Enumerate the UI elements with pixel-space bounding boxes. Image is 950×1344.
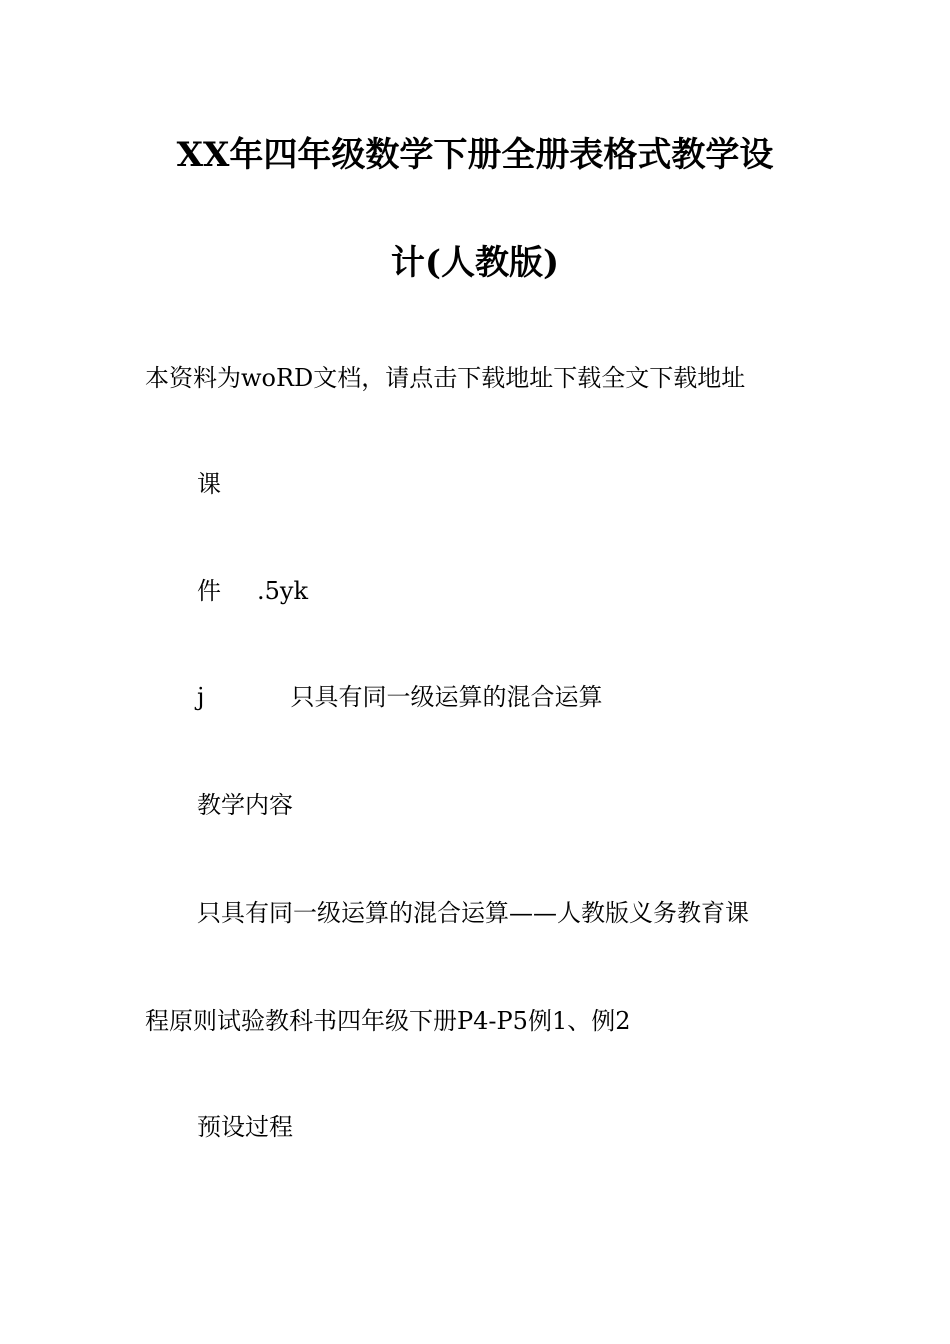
document-title-line-2: 计(人教版) [390, 243, 560, 283]
lesson-topic: 只具有同一级运算的混合运算 [290, 683, 603, 711]
content-paragraph-line-2: 程原则试验教科书四年级下册P4-P5例1、例2 [145, 1007, 631, 1035]
label-j: j [197, 683, 205, 711]
document-title-line-1: XX年四年级数学下册全册表格式教学设 [176, 135, 774, 175]
lesson-topic-line [197, 682, 602, 712]
courseware-suffix: .5yk [257, 577, 308, 605]
section-heading-preset: 预设过程 [197, 1113, 293, 1141]
label-jian: 件 [197, 577, 221, 605]
content-paragraph-line-1: 只具有同一级运算的混合运算——人教版义务教育课 [197, 899, 749, 927]
courseware-line [197, 576, 308, 606]
section-heading-content: 教学内容 [197, 791, 293, 819]
download-notice: 本资料为woRD文档，请点击下载地址下载全文下载地址 [145, 364, 746, 392]
label-ke: 课 [197, 470, 221, 498]
